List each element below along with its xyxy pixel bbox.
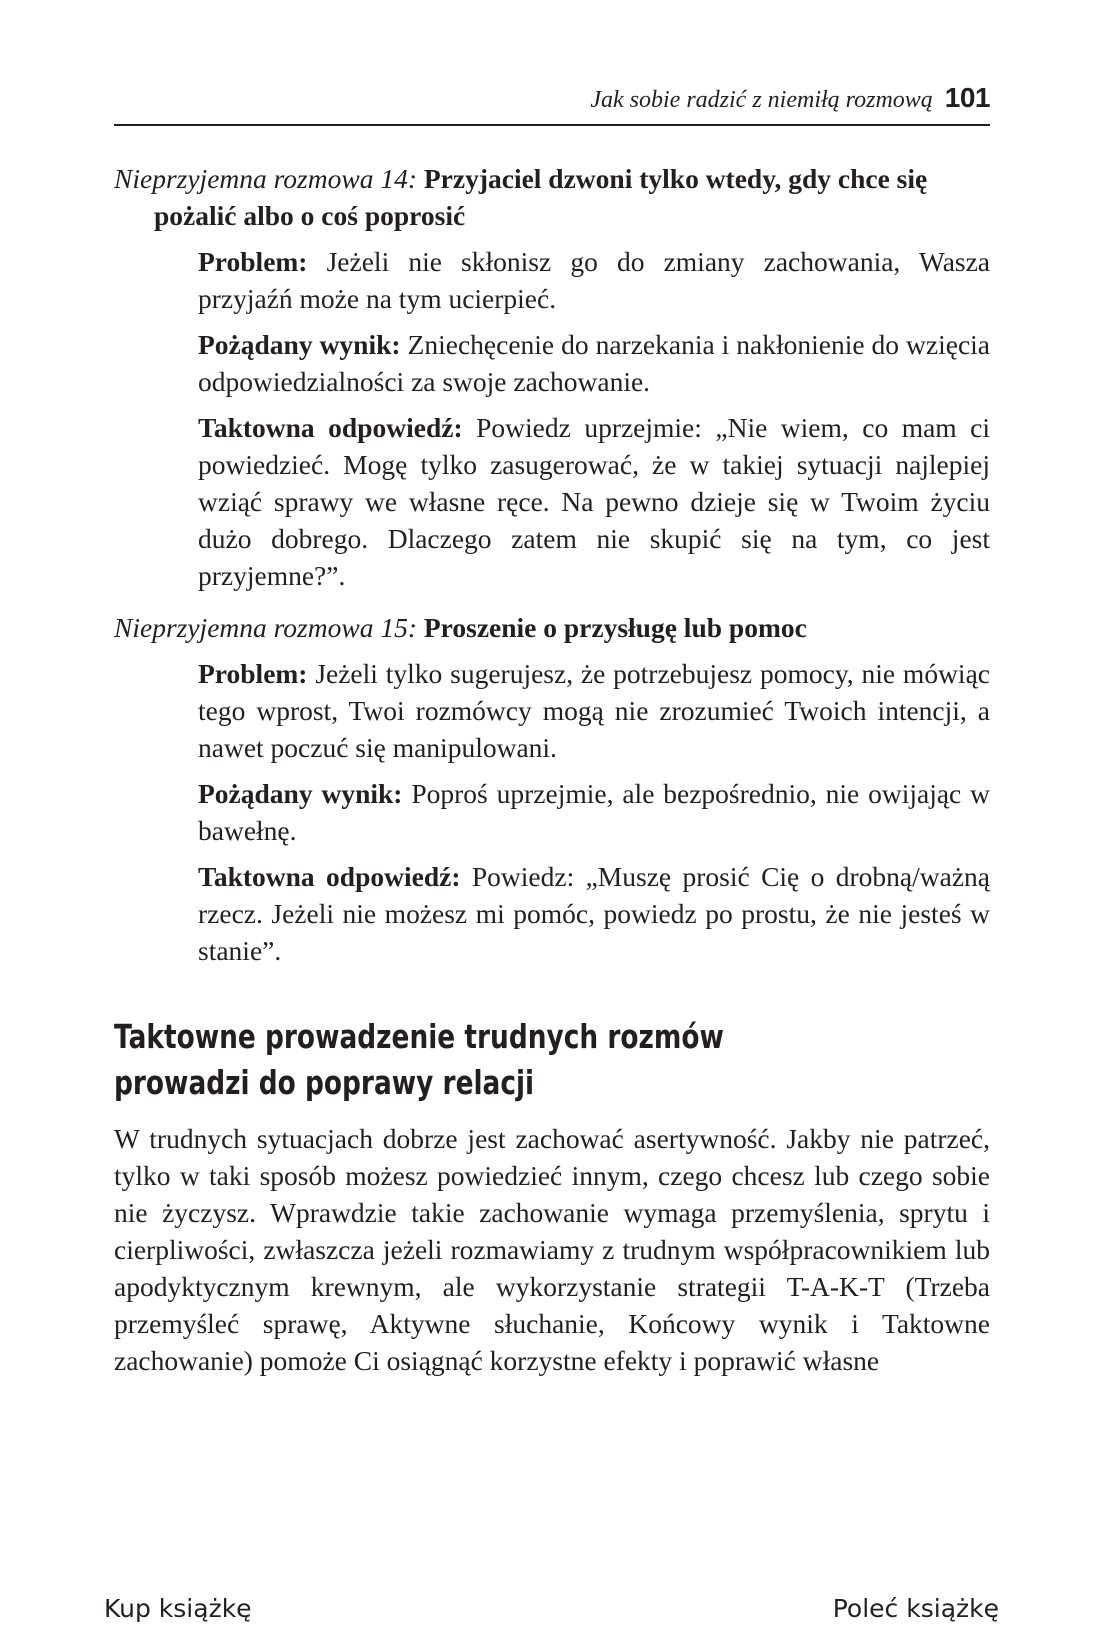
entry-lead: Nieprzyjemna rozmowa 14:	[114, 163, 417, 194]
section-heading-line-1: Taktowne prowadzenie trudnych rozmów	[114, 1017, 724, 1056]
problem-text: Jeżeli nie skłonisz go do zmiany zachowania, Wasza przyjaźń może na tym ucierpieć.	[198, 246, 991, 314]
response-text: Powiedz: „Muszę prosić Cię o drobną/ważną rzecz. Jeżeli nie możesz mi pomóc, powiedz po prostu, że nie jesteś w stanie”.	[198, 861, 990, 966]
running-head	[114, 82, 990, 126]
outcome-paragraph	[198, 326, 990, 400]
unpleasant-conversation-14	[114, 160, 990, 594]
response-label: Taktowna odpowiedź:	[198, 861, 461, 892]
problem-label: Problem:	[198, 246, 308, 277]
entry-lead: Nieprzyjemna rozmowa 15:	[114, 612, 417, 643]
response-label: Taktowna odpowiedź:	[198, 412, 463, 443]
section-heading-line-2: prowadzi do poprawy relacji	[114, 1063, 535, 1102]
unpleasant-conversation-15	[114, 609, 990, 969]
buy-book-link[interactable]: Kup książkę	[104, 1594, 252, 1623]
outcome-text: Poproś uprzejmie, ale bezpośrednio, nie owijając w bawełnę.	[198, 778, 991, 846]
recommend-book-link[interactable]: Poleć książkę	[832, 1594, 999, 1623]
section-heading	[114, 1014, 990, 1106]
outcome-text: Zniechęcenie do narzekania i nakłonienie do wzięcia odpowiedzialności za swoje zachowanie.	[198, 329, 990, 397]
problem-label: Problem:	[198, 658, 308, 689]
outcome-paragraph	[198, 775, 990, 849]
running-head-title: Jak sobie radzić z niemiłą rozmową	[590, 87, 933, 113]
problem-paragraph	[198, 243, 990, 317]
outcome-label: Pożądany wynik:	[198, 329, 401, 360]
entry-title	[114, 609, 990, 646]
problem-text: Jeżeli tylko sugerujesz, że potrzebujesz pomocy, nie mówiąc tego wprost, Twoi rozmówcy mogą nie zrozumieć Twoich intencji, a nawet poczuć się manipulowani.	[198, 658, 990, 763]
response-text: Powiedz uprzejmie: „Nie wiem, co mam ci powiedzieć. Mogę tylko zasugerować, że w takiej sytuacji najlepiej wziąć sprawy we własne ręce. Na pewno dzieje się w Twoim życiu dużo dobrego. Dlaczego zatem nie skupić się na tym, co jest przyjemne?”.	[198, 412, 991, 591]
response-paragraph	[198, 409, 990, 594]
entry-heading: Proszenie o przysługę lub pomoc	[423, 612, 807, 643]
page-number: 101	[944, 82, 990, 113]
problem-paragraph	[198, 655, 990, 766]
response-paragraph	[198, 858, 990, 969]
outcome-label: Pożądany wynik:	[198, 778, 403, 809]
entry-heading: Przyjaciel dzwoni tylko wtedy, gdy chce się pożalić albo o coś poprosić	[154, 163, 928, 231]
entry-title	[114, 160, 990, 234]
page-content	[114, 160, 990, 1379]
section-body: W trudnych sytuacjach dobrze jest zachować asertywność. Jakby nie patrzeć, tylko w taki sposób możesz powiedzieć innym, czego chcesz lub czego sobie nie życzysz. Wprawdzie takie zachowanie wymaga przemyślenia, sprytu i cierpliwości, zwłaszcza jeżeli rozmawiamy z trudnym współpracownikiem lub apodyktycznym krewnym, ale wykorzystanie strategii T-A-K-T (Trzeba przemyśleć sprawę, Aktywne słuchanie, Końcowy wynik i Taktowne zachowanie) pomoże Ci osiągnąć korzystne efekty i poprawić własne	[114, 1123, 990, 1376]
